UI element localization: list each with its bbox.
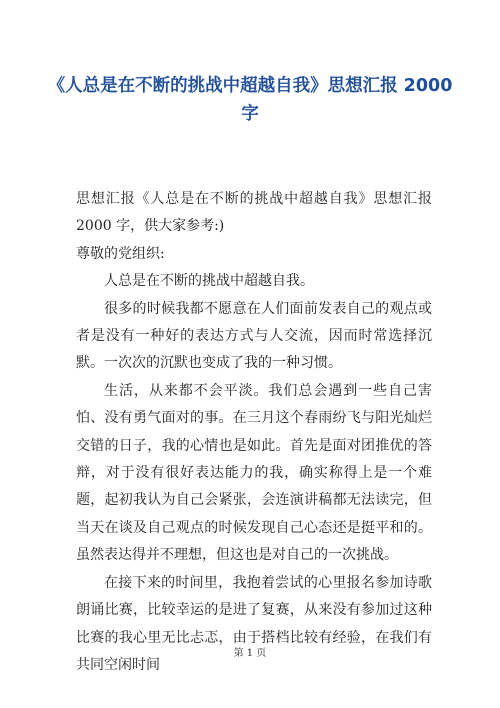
paragraph-body: 在接下来的时间里，我抱着尝试的心里报名参加诗歌朗诵比赛，比较幸运的是进了复赛，从来没有参加过这种比赛的我心里无比忐忑，由于搭档比较有经验，在我们有共同空闲时间 [76,574,432,673]
paragraph-body: 很多的时候我都不愿意在人们面前发表自己的观点或者是没有一种好的表达方式与人交流，因而时常选择沉默。一次次的沉默也变成了我的一种习惯。 [76,300,432,372]
paragraph-intro: 思想汇报《人总是在不断的挑战中超越自我》思想汇报 2000 字，供大家参考:) [76,191,432,235]
page-number: 第 1 页 [233,648,267,659]
paragraph-thesis: 人总是在不断的挑战中超越自我。 [104,273,314,290]
document-title: 《人总是在不断的挑战中超越自我》思想汇报 2000字 [47,76,453,124]
paragraph-body: 生活，从来都不会平淡。我们总会遇到一些自己害怕、没有勇气面对的事。在三月这个春雨纷飞与阳光灿烂交错的日子，我的心情也是如此。首先是面对团推优的答辩，对于没有很好表达能力的我，确实称得上是一个难题，起初我认为自己会紧张，会连演讲稿都无法读完，但当天在谈及自己观点的时候发现自己心态还是挺平和的。虽然表达得并不理想，但这也是对自己的一次挑战。 [76,382,432,564]
document-body [76,186,432,679]
paragraph-salutation: 尊敬的党组织: [76,245,165,262]
